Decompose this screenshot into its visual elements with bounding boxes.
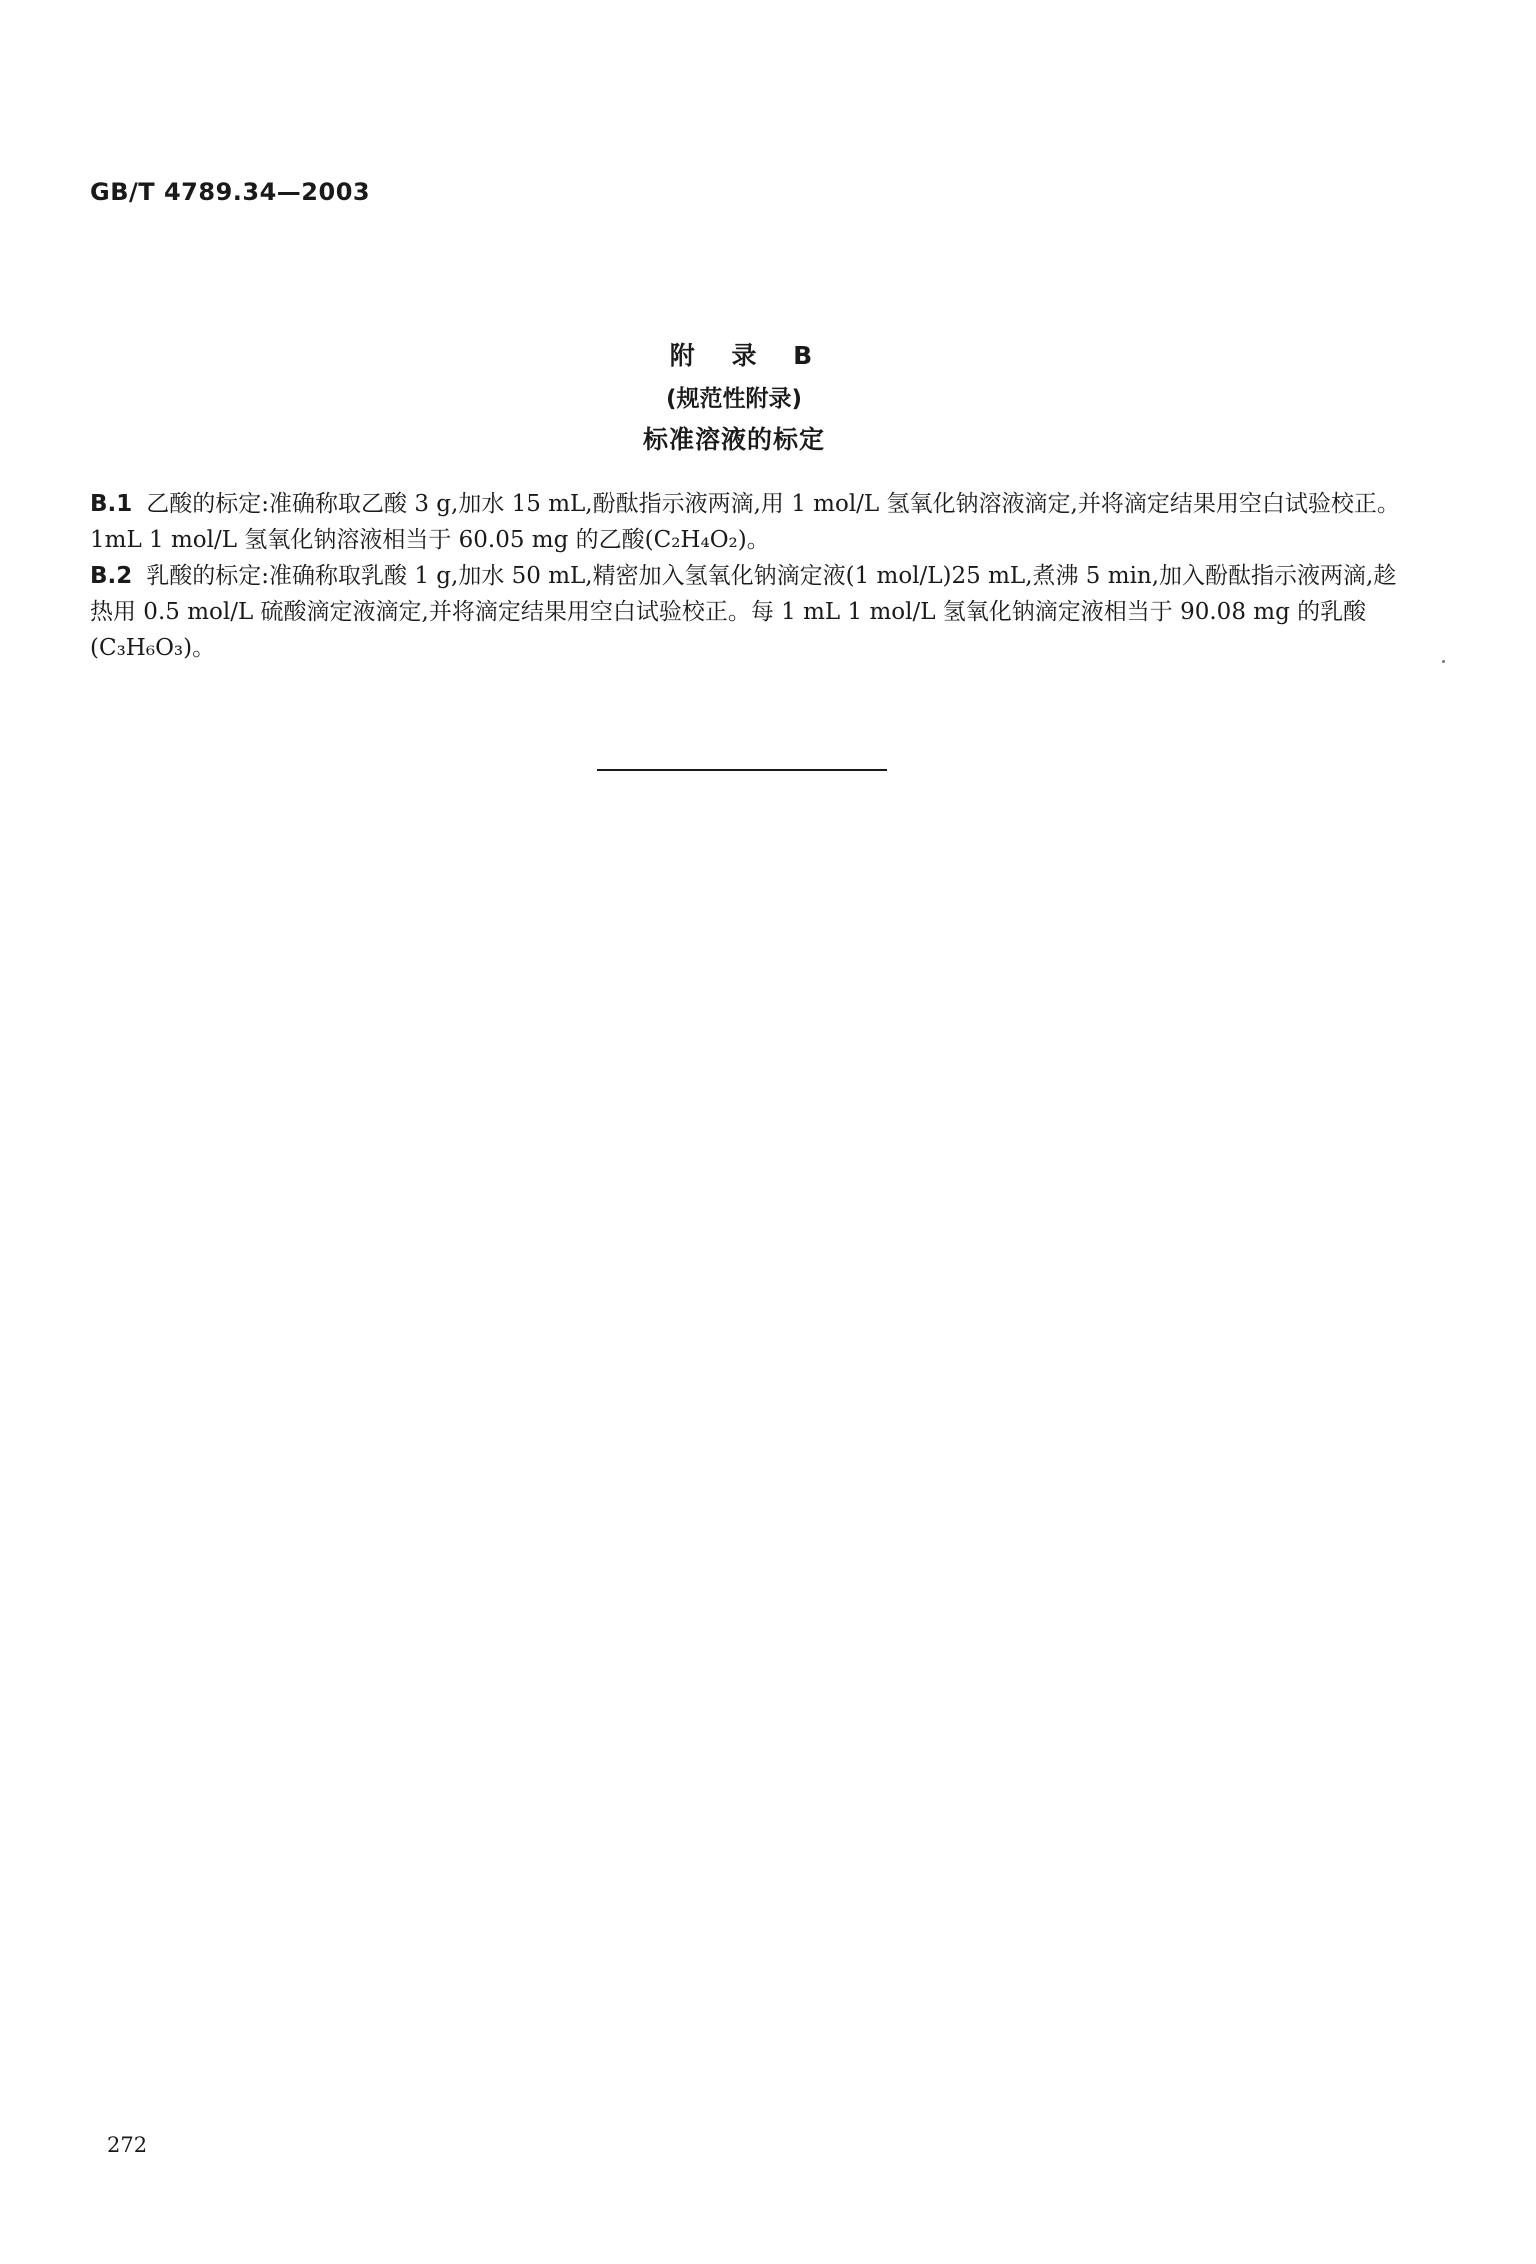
annex-name: 标准溶液的标定 [642, 425, 825, 454]
clause-text: 乙酸的标定:准确称取乙酸 3 g,加水 15 mL,酚酞指示液两滴,用 1 mol/L 氢氧化钠溶液滴定,并将滴定结果用空白试验校正。1mL 1 mol/L 氢氧化钠溶液相当于 60.05 mg 的乙酸(C₂H₄O₂)。 [90, 491, 1400, 553]
clause-number: B.2 [90, 563, 133, 589]
annex-title: 附 录 B [669, 341, 827, 370]
clause-list [90, 486, 1410, 666]
scan-speck [1442, 660, 1445, 663]
standard-code: GB/T 4789.34—2003 [90, 178, 371, 206]
annex-type: (规范性附录) [665, 386, 803, 412]
clause-number: B.1 [90, 491, 133, 517]
clause-b2 [90, 558, 1410, 666]
clause-b1 [90, 486, 1410, 558]
end-rule [597, 769, 887, 771]
page-number: 272 [107, 2133, 148, 2157]
clause-text: 乳酸的标定:准确称取乳酸 1 g,加水 50 mL,精密加入氢氧化钠滴定液(1 mol/L)25 mL,煮沸 5 min,加入酚酞指示液两滴,趁热用 0.5 mol/L 硫酸滴定液滴定,并将滴定结果用空白试验校正。每 1 mL 1 mol/L 氢氧化钠滴定液相当于 90.08 mg 的乳酸(C₃H₆O₃)。 [90, 563, 1397, 661]
